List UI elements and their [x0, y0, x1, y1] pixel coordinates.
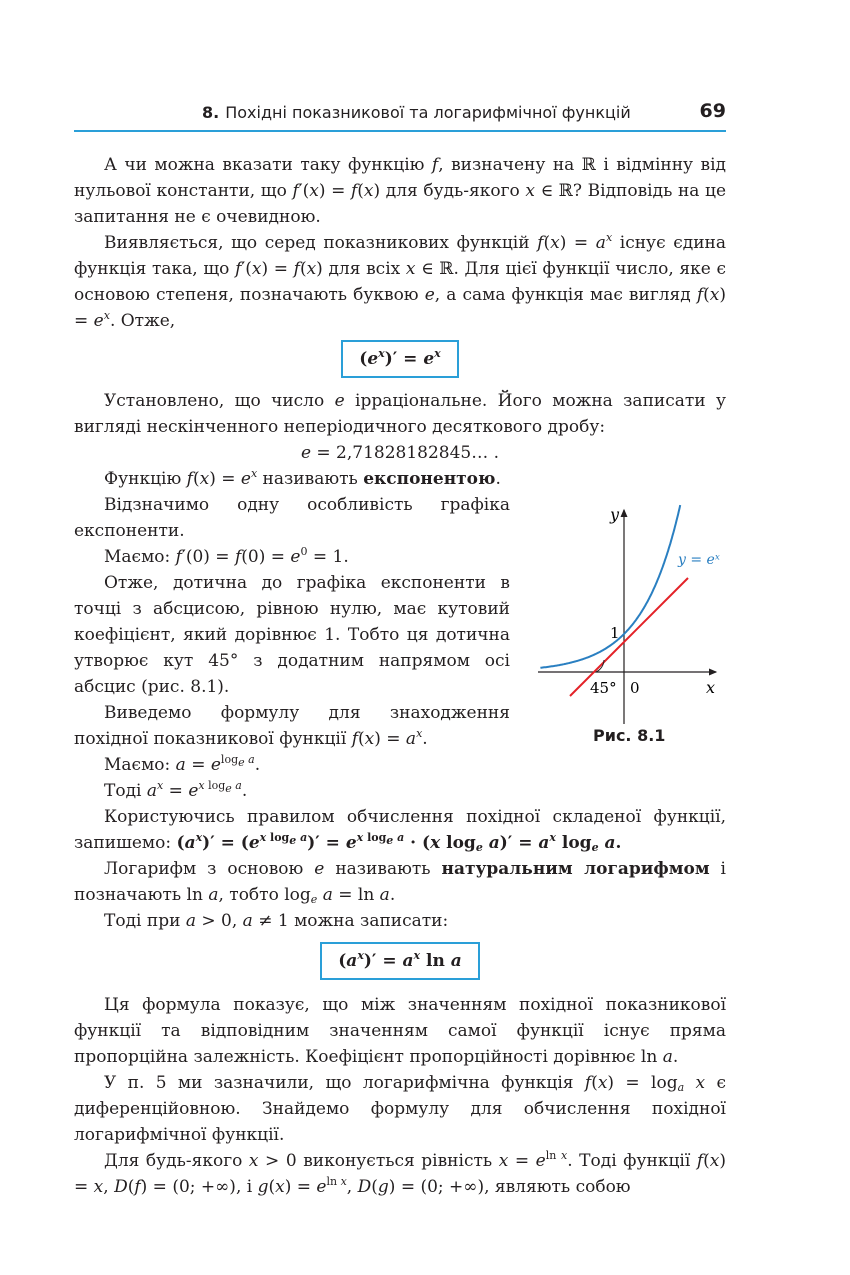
- figure-caption: Рис. 8.1: [593, 726, 666, 745]
- formula-exp-derivative: $(e^x)' = e^x$: [341, 340, 458, 378]
- paragraph-4: Функцію $f(x) = e^x$ називають експонентою.: [104, 467, 501, 489]
- exponent-curve: [540, 505, 680, 668]
- paragraph-9: Маємо: $a = e^{log_e a}$.: [104, 753, 261, 775]
- page-header: [74, 98, 726, 132]
- e-value: e = 2,71828182845… .: [300, 443, 500, 463]
- tick-one-label: 1: [610, 624, 620, 642]
- paragraph-5: Відзначимо одну особливість графіка експоненти.: [74, 495, 510, 541]
- page-number: 69: [699, 100, 726, 122]
- paragraph-11: Користуючись правилом обчислення похідної складеної функції, запишемо: $(a^x)' = (e^{x log_e a})' = e^{x log_e a} \cdot (x$ $\log_e a)' = a^x$ $\log_e a$.: [74, 807, 726, 854]
- tangent-line: [570, 578, 688, 696]
- paragraph-15: У п. 5 ми зазначили, що логарифмічна функція $f(x) = \log_a x$ є диференційовною. Знайдемо формулу для обчислення похідної логарифмічної функції.: [74, 1073, 726, 1145]
- paragraph-2: Виявляється, що серед показникових функцій $f(x) = a^x$ існує єдина функція така, що f′(x) = f(x) для всіх x ∈ ℝ. Для цієї функції число, яке є основою степеня, позначають буквою e, а сама функція має вигляд $f(x) = e^x$. Отже,: [74, 231, 726, 331]
- curve-label: y = eˣ: [678, 552, 720, 568]
- paragraph-8: Виведемо формулу для знаходження похідної показникової функції $f(x) = a^x$.: [74, 703, 510, 749]
- paragraph-10: Тоді $a^x = e^{x log_e a}$.: [104, 779, 248, 801]
- exponent-figure: [534, 500, 734, 750]
- exponent-graph: [534, 500, 734, 730]
- paragraph-7: Отже, дотична до графіка експоненти в точці з абсцисою, рівною нулю, має кутовий коефіцієнт, який дорівнює 1. Тобто ця дотична утворює кут 45° з додатним напрямом осі абсцис (рис. 8.1).: [74, 573, 510, 697]
- origin-label: 0: [630, 679, 640, 697]
- paragraph-3: Установлено, що число e ірраціональне. Його можна записати у вигляді нескінченного неперіодичного десяткового дробу:: [74, 391, 726, 437]
- x-axis-label: x: [706, 678, 716, 697]
- angle-label: 45°: [590, 679, 617, 697]
- paragraph-14: Ця формула показує, що між значенням похідної показникової функції та відповідним значенням самої функції існує пряма пропорційна залежність. Коефіцієнт пропорційності дорівнює ln a.: [74, 995, 726, 1067]
- paragraph-12: Логарифм з основою e називають натуральним логарифмом і позначають ln a, тобто $\log_e a = \ln a$.: [74, 859, 726, 906]
- paragraph-6: Маємо: $f'(0) = f(0) = e^0 = 1$.: [104, 545, 349, 567]
- y-axis-label: y: [610, 505, 620, 524]
- paragraph-1: А чи можна вказати таку функцію f, визначену на ℝ і відмінну від нульової константи, що f′(x) = f(x) для будь-якого x ∈ ℝ? Відповідь на це запитання не є очевидною.: [74, 155, 727, 227]
- formula-power-derivative: $(a^x)' = a^x$ ln a: [320, 942, 479, 980]
- paragraph-16: Для будь-якого x > 0 виконується рівність $x = e^{ln x}$. Тоді функції f(x) = x, D(f) = (0; +∞), і $g(x) = e^{ln x}$, D(g) = (0; +∞), являють собою: [74, 1149, 726, 1197]
- paragraph-13: Тоді при a > 0, a ≠ 1 можна записати:: [104, 911, 449, 931]
- section-title: 8. Похідні показникової та логарифмічної функцій: [202, 103, 631, 122]
